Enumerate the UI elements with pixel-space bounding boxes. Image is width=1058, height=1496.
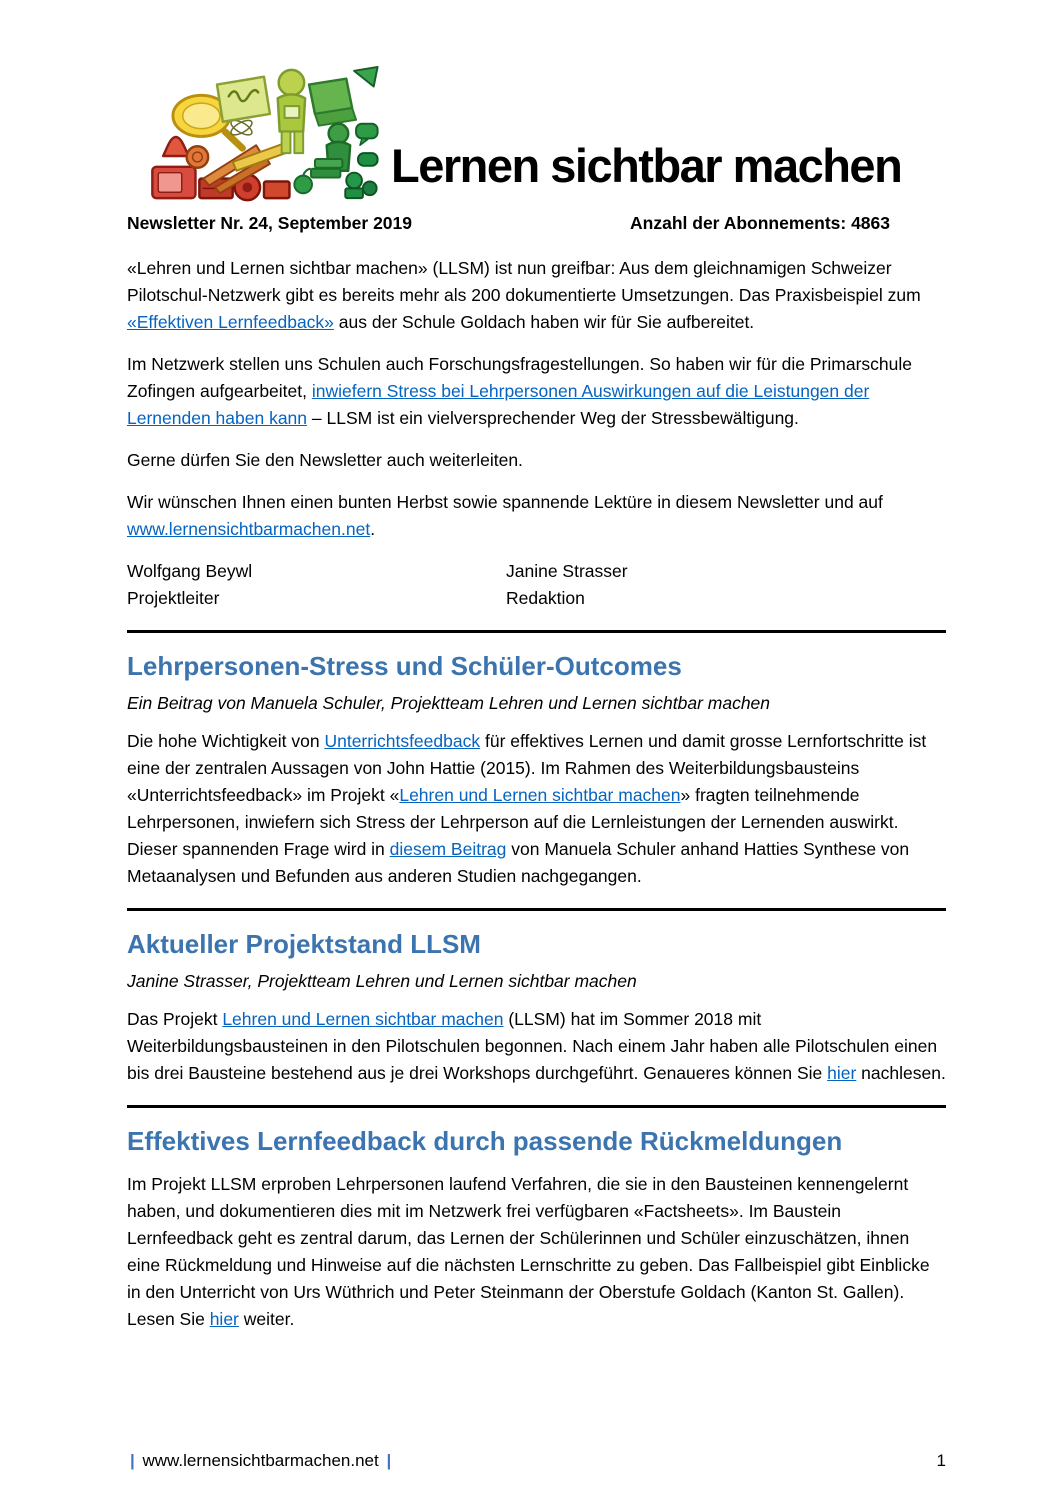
footer-bar-right: | xyxy=(386,1451,392,1470)
signature-block xyxy=(127,558,946,612)
page-footer xyxy=(127,1450,946,1472)
text-run: Gerne dürfen Sie den Newsletter auch weiterleiten. xyxy=(127,450,523,470)
section-divider xyxy=(127,1105,946,1108)
intro-paragraph-1 xyxy=(127,255,946,336)
article-section-1 xyxy=(127,630,946,890)
text-run: «Lehren und Lernen sichtbar machen» (LLSM) ist nun greifbar: Aus dem gleichnamigen Schweizer Pilotschul-Netzwerk gibt es bereits mehr als 200 dokumentierte Umsetzungen. Das Praxisbeispiel zum xyxy=(127,258,921,305)
intro-paragraph-2 xyxy=(127,351,946,432)
section-title: Effektives Lernfeedback durch passende Rückmeldungen xyxy=(127,1126,843,1156)
inline-hyperlink[interactable]: www.lernensichtbarmachen.net xyxy=(127,519,371,539)
brand-title: Lernen sichtbar machen xyxy=(391,139,902,192)
inline-hyperlink[interactable]: «Effektiven Lernfeedback» xyxy=(127,312,334,332)
signatory-name: Wolfgang Beywl xyxy=(127,561,253,581)
section-divider xyxy=(127,908,946,911)
intro-paragraph-4 xyxy=(127,489,946,543)
newsletter-logo-illustration xyxy=(145,63,383,205)
text-run: aus der Schule Goldach haben wir für Sie aufbereitet. xyxy=(333,312,755,332)
text-run: für effektives Lernen und damit grosse Lernfortschritte ist eine der zentralen Aussagen von John Hattie (2015). Im Rahmen des Weiterbildungsbausteins «Unterrichtsfeedback» im Projekt « xyxy=(127,731,927,805)
article-section-3 xyxy=(127,1105,946,1333)
section-byline: Ein Beitrag von Manuela Schuler, Projektteam Lehren und Lernen sichtbar machen xyxy=(127,693,771,713)
page-number: 1 xyxy=(936,1451,946,1470)
text-run: Im Projekt LLSM erproben Lehrpersonen laufend Verfahren, die sie in den Bausteinen kennengelernt haben, und dokumentieren dies mit im Netzwerk frei verfügbaren «Factsheets». Im Baustein Lernfeedback geht es zentral darum, das Lernen der Schülerinnen und Schüler einzuschätzen, ihnen eine Rückmeldung und Hinweise auf die nächsten Lernschritte zu geben. Das Fallbeispiel gibt Einblicke in den Unterricht von Urs Wüthrich und Peter Steinmann der Oberstufe Goldach (Kanton St. Gallen). Lesen Sie xyxy=(127,1174,930,1329)
signature-right xyxy=(506,558,628,612)
inline-hyperlink[interactable]: hier xyxy=(209,1309,239,1329)
article-section-2 xyxy=(127,908,946,1087)
text-run: Im Netzwerk stellen uns Schulen auch Forschungsfragestellungen. So haben wir für die Primarschule Zofingen aufgearbeitet, xyxy=(127,354,912,401)
text-run: » fragten teilnehmende Lehrpersonen, inwiefern sich Stress der Lehrperson auf die Lernleistungen der Lernenden auswirkt. Dieser spannenden Frage wird in xyxy=(127,785,899,859)
inline-hyperlink[interactable]: Lehren und Lernen sichtbar machen xyxy=(222,1009,504,1029)
inline-hyperlink[interactable]: hier xyxy=(827,1063,857,1083)
signature-left xyxy=(127,558,506,612)
newsletter-meta-row xyxy=(127,212,946,234)
inline-hyperlink[interactable]: Lehren und Lernen sichtbar machen xyxy=(399,785,681,805)
text-run: Das Projekt xyxy=(127,1009,223,1029)
section-paragraph xyxy=(127,1171,946,1333)
signatory-name: Janine Strasser xyxy=(506,561,628,581)
footer-bar-left: | xyxy=(130,1451,135,1470)
section-divider xyxy=(127,630,946,633)
section-byline: Janine Strasser, Projektteam Lehren und Lernen sichtbar machen xyxy=(127,971,637,991)
section-title: Lehrpersonen-Stress und Schüler-Outcomes xyxy=(127,651,682,681)
inline-hyperlink[interactable]: Unterrichtsfeedback xyxy=(324,731,481,751)
section-paragraph xyxy=(127,1006,946,1087)
newsletter-issue: Newsletter Nr. 24, September 2019 xyxy=(127,213,413,233)
intro-section xyxy=(127,255,946,543)
text-run: nachlesen. xyxy=(856,1063,946,1083)
section-title: Aktueller Projektstand LLSM xyxy=(127,929,481,959)
inline-hyperlink[interactable]: inwiefern Stress bei Lehrpersonen Auswirkungen auf die Leistungen der Lernenden haben kann xyxy=(127,381,870,428)
signatory-role: Redaktion xyxy=(506,588,585,608)
masthead xyxy=(127,63,946,205)
subscription-count: Anzahl der Abonnements: 4863 xyxy=(630,213,890,233)
text-run: weiter. xyxy=(238,1309,295,1329)
text-run: Wir wünschen Ihnen einen bunten Herbst sowie spannende Lektüre in diesem Newsletter und auf xyxy=(127,492,883,512)
text-run: . xyxy=(370,519,376,539)
green-doodles-group xyxy=(294,67,377,198)
text-run: Die hohe Wichtigkeit von xyxy=(127,731,325,751)
text-run: von Manuela Schuler anhand Hatties Synthese von Metaanalysen und Befunden aus anderen Studien nachgegangen. xyxy=(127,839,910,886)
footer-site-block xyxy=(127,1450,394,1472)
inline-hyperlink[interactable]: diesem Beitrag xyxy=(389,839,507,859)
footer-site-url: www.lernensichtbarmachen.net xyxy=(142,1451,379,1470)
text-run: – LLSM ist ein vielversprechender Weg der Stressbewältigung. xyxy=(307,408,799,428)
section-paragraph xyxy=(127,728,946,890)
signatory-role: Projektleiter xyxy=(127,588,220,608)
text-run: (LLSM) hat im Sommer 2018 mit Weiterbildungsbausteinen in den Pilotschulen begonnen. Nach einem Jahr haben alle Pilotschulen einen bis drei Bausteine bestehend aus je drei Workshops durchgeführt. Genaueres können Sie xyxy=(127,1009,938,1083)
intro-paragraph-3 xyxy=(127,447,946,474)
